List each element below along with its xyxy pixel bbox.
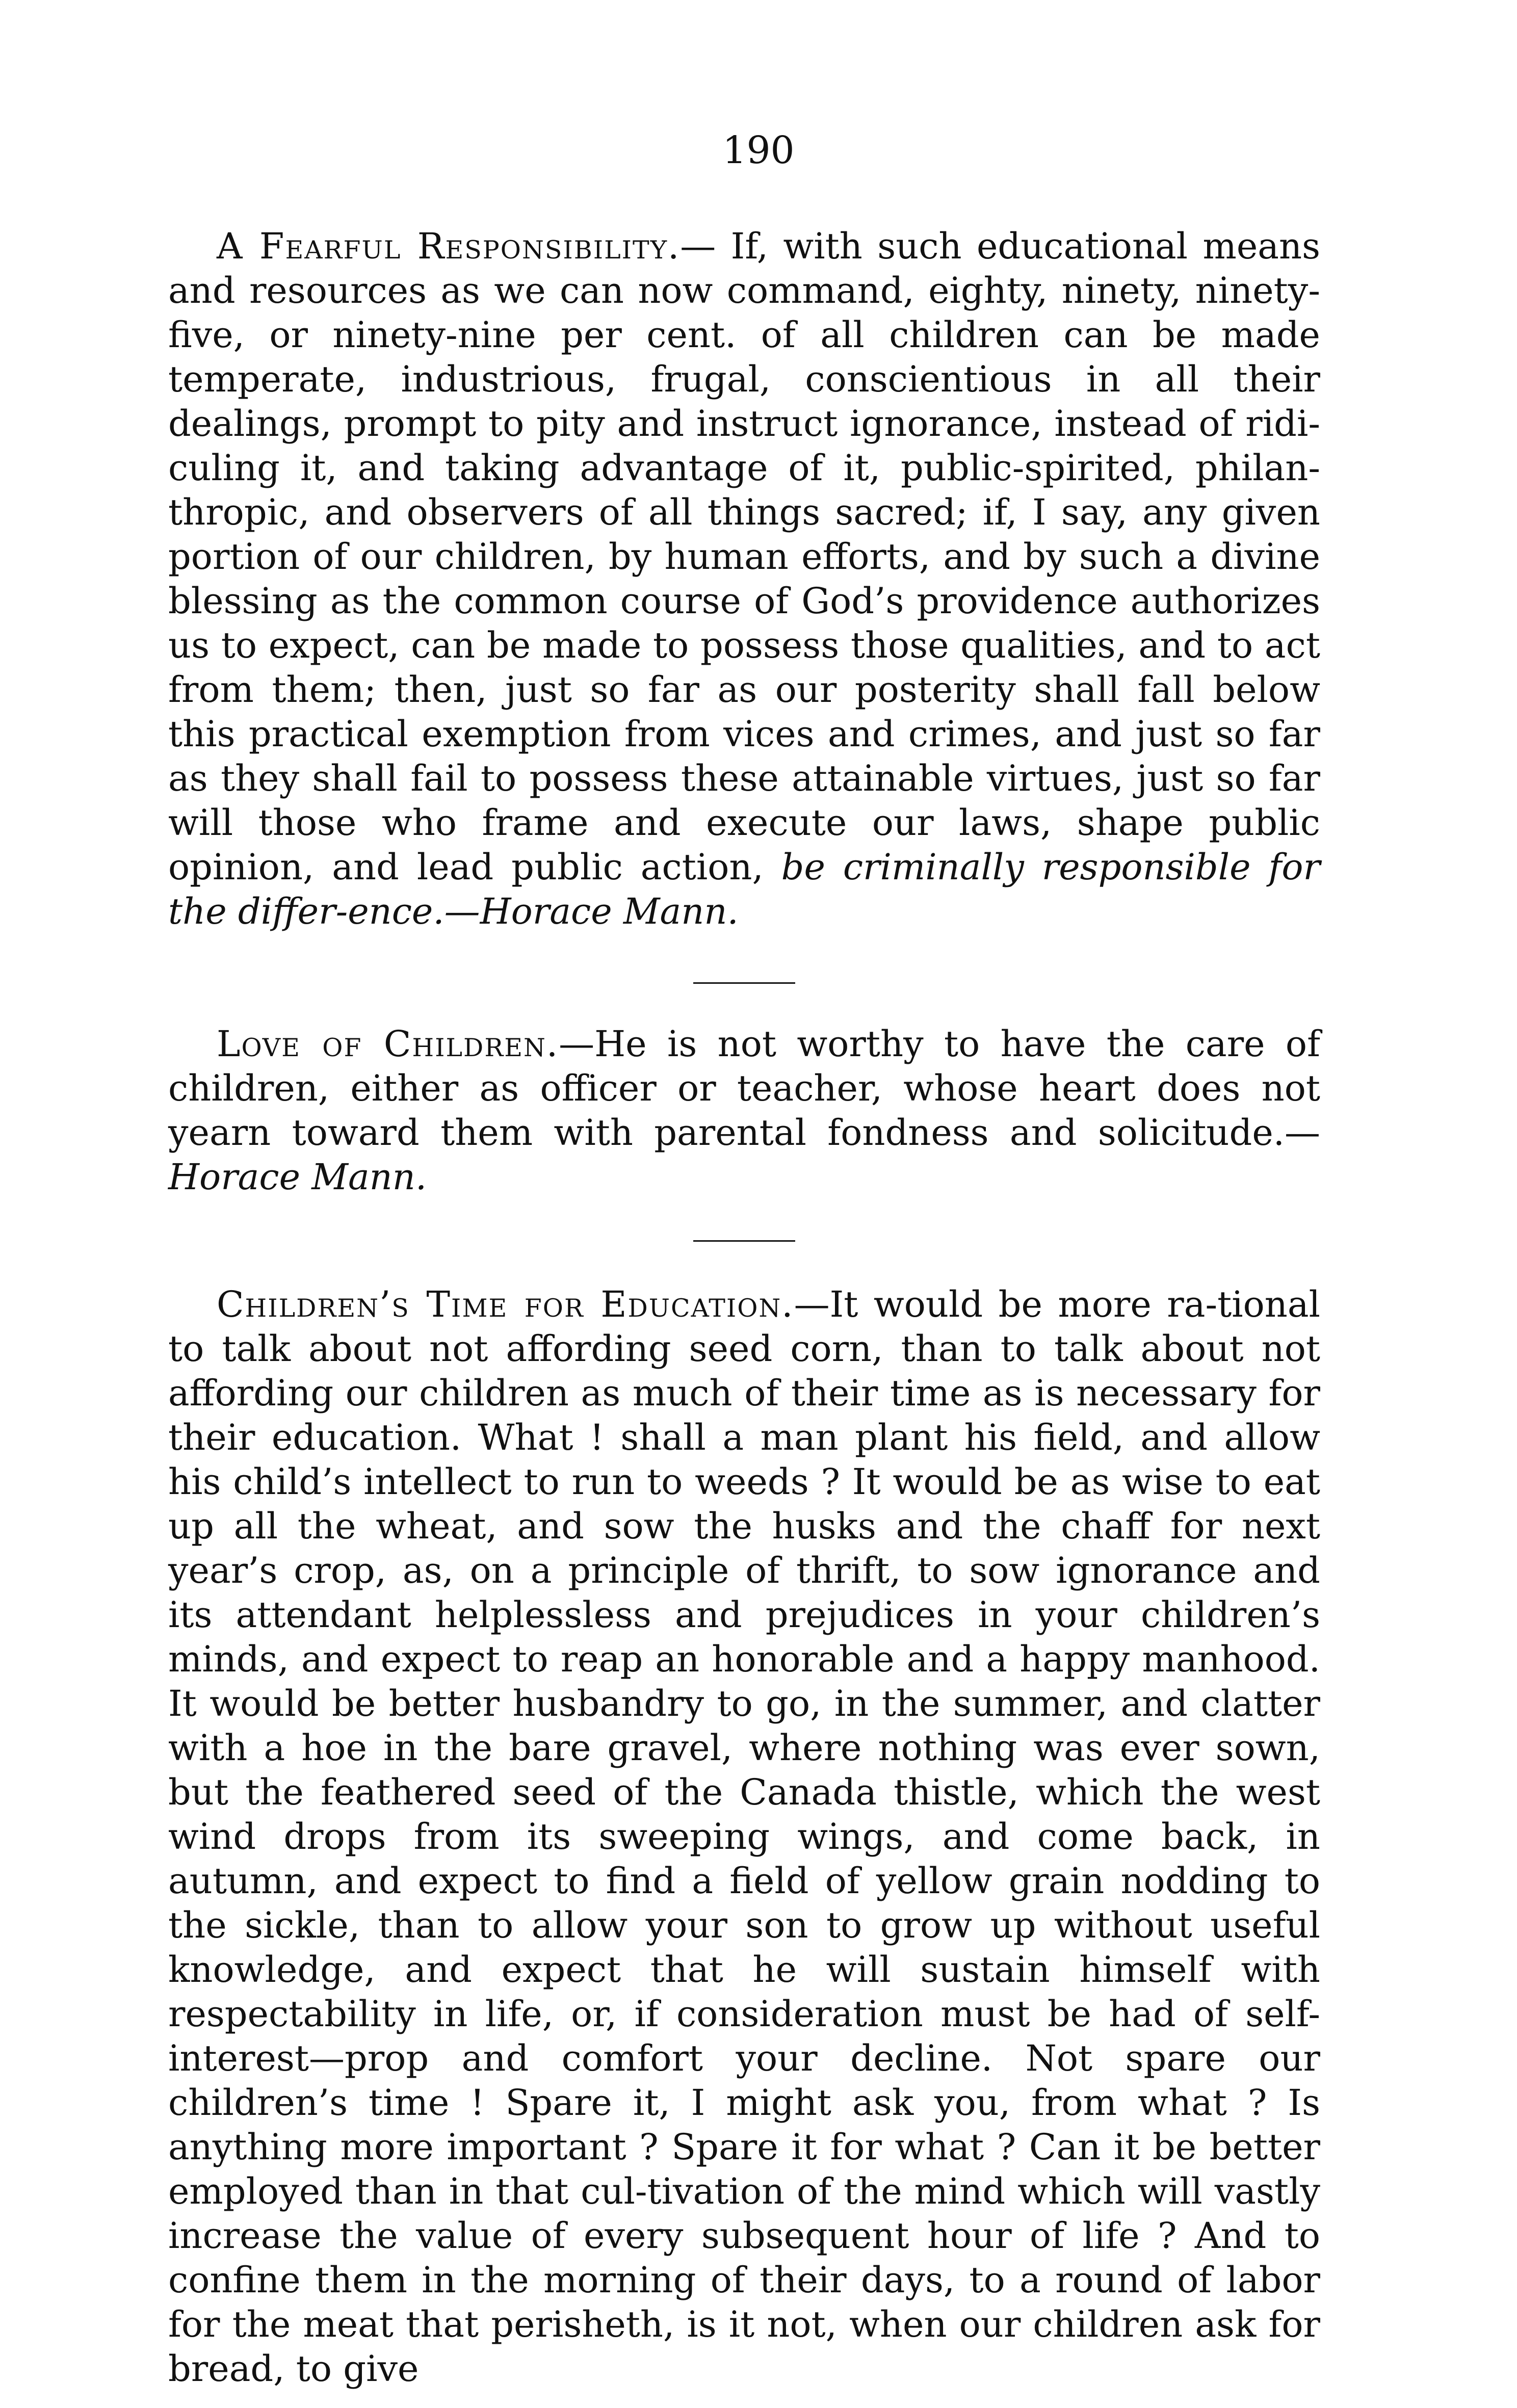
article-body: —He is not worthy to have the care of children, either as officer or teacher, whose heart does not yearn toward them with parental fondness and solicitude.— [168, 1023, 1320, 1154]
paragraph [168, 1282, 1320, 2391]
page-number: 190 [722, 128, 795, 172]
article-heading: A Fearful Responsibility. [217, 225, 681, 267]
article-attribution: Horace Mann. [168, 1156, 427, 1198]
article-fearful-responsibility [168, 224, 1320, 934]
article-body: — If, with such educational means and resources as we can now command, eighty, ninety, ninety-five, or ninety-nine per cent. of all children can be made temperate, industrious, frugal, conscientious in all their dealings, prompt to pity and instruct ignorance, instead of ridi-culing it, and taking advantage of it, public-spirited, philan-thropic, and observers of all things sacred; if, I say, any given portion of our children, by human efforts, and by such a divine blessing as the common course of God’s providence authorizes us to expect, can be made to possess those qualities, and to act from them; then, just so far as our posterity shall fall below this practical exemption from vices and crimes, and just so far as they shall fail to possess these attainable virtues, just so far will those who frame and execute our laws, shape public opinion, and lead public action, [168, 225, 1320, 888]
article-body: —It would be more ra-tional to talk about not affording seed corn, than to talk about not affording our children as much of their time as is necessary for their education. What ! shall a man plant his field, and allow his child’s intellect to run to weeds ? It would be as wise to eat up all the wheat, and sow the husks and the chaff for next year’s crop, as, on a principle of thrift, to sow ignorance and its attendant helplessless and prejudices in your children’s minds, and expect to reap an honorable and a happy manhood. It would be better husbandry to go, in the summer, and clatter with a hoe in the bare gravel, where nothing was ever sown, but the feathered seed of the Canada thistle, which the west wind drops from its sweeping wings, and come back, in autumn, and expect to find a field of yellow grain nodding to the sickle, than to allow your son to grow up without useful knowledge, and expect that he will sustain himself with respectability in life, or, if consideration must be had of self-interest—prop and comfort your decline. Not spare our children’s time ! Spare it, I might ask you, from what ? Is anything more important ? Spare it for what ? Can it be better employed than in that cul-tivation of the mind which will vastly increase the value of every subsequent hour of life ? And to confine them in the morning of their days, to a round of labor for the meat that perisheth, is it not, when our children ask for bread, to give [168, 1284, 1320, 2390]
section-divider [693, 1240, 795, 1242]
paragraph [168, 224, 1320, 934]
article-childrens-time [168, 1282, 1320, 2391]
article-love-of-children [168, 1022, 1320, 1199]
article-heading: Love of Children. [217, 1023, 559, 1065]
paragraph [168, 1022, 1320, 1199]
section-divider [693, 982, 795, 984]
article-heading: Children’s Time for Education. [217, 1284, 794, 1325]
page-text [168, 224, 1320, 2391]
article-attribution: be criminally responsible for the differ-ence.—Horace Mann. [168, 846, 1320, 932]
